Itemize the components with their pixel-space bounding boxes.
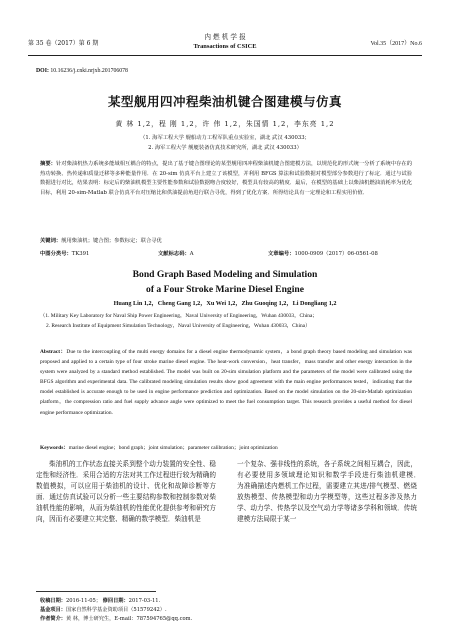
- running-header-right: Vol.35（2017）No.6: [370, 41, 422, 47]
- abstract-en-text: Due to the intercoupling of the multi energy domains for a diesel engine thermodynamic system，a bond graph theory based modeling and simulation was proposed and applied to a certain type of four stroke marine diesel engine. The heat-work conversion，heat transfer，mass transfer and other energy interaction in the system were analyzed by a standard method established. The model was built on 20-sim simulation platform and the parameters of the model were calibrated using the BFGS algorithm and experimental data. The calibrated modeling simulation results show good agreement with the main engine performances tested，indicating that the model established is accurate enough to be used in engine performance prediction and optimization. Based on the model simulation on the 20-sim-Matlab optimization platform，the compression ratio and fuel supply advance angle were optimized to meet the fuel consumption target. This research provides a useful method for diesel engine performance optimization.: [40, 349, 413, 416]
- journal-name-cn: 内 燃 机 学 报: [204, 33, 246, 41]
- received-date: 2016-11-05；: [65, 598, 102, 604]
- affiliation-cn-1: （1. 海军工程大学 舰船动力工程军队重点实验室，湖北 武汉 430033；: [140, 135, 310, 141]
- revised-date: 2017-03-11.: [128, 598, 161, 604]
- running-header-left: 第 35 卷（2017）第 6 期: [28, 40, 99, 47]
- paper-title-en: [0, 268, 450, 297]
- article-no-value: 1000-0909（2017）06-0561-08: [294, 251, 378, 257]
- author-list-cn: 黄 林 1,2，程 刚 1,2，许 伟 1,2，朱国情 1,2，李东亮 1,2: [115, 120, 335, 128]
- doc-code-label: 文献标志码：: [158, 251, 190, 257]
- paper-title-en-line-2: of a Four Stroke Marine Diesel Engine: [146, 283, 304, 295]
- keywords-en: [40, 443, 412, 451]
- footnote-dates: [40, 597, 160, 606]
- keywords-en-text: marine diesel engine；bond graph；joint simulation；parameter calibration；joint optimization: [68, 445, 278, 451]
- footnote-author: [40, 615, 192, 624]
- fund-label: 基金项目：: [40, 607, 66, 613]
- abstract-cn-text: 针对柴油机热力系统多能域相互耦合的特点，提出了基于键合图理论的某型舰用四冲程柴油机键合图建模方法，以规范化的形式统一分析了系统中存在的热功转换、热传递和质量迁移等多种能量作用．在 20-sim 仿真平台上建立了该模型，并利用 BFGS 算法和试验数据对模型部分参数进行了标定．通过与试验数据进行对比，结果表明：标定后的柴油机模型主要性能参数和试验数据吻合度较好，模型具有较高的精度．最后，在模型的基础上以柴油机燃油消耗率为优化目标，利用 20-sim-Matlab 联合仿真平台对压缩比和供油提前角进行联合寻优，得到了优化方案．所得结论具有一定理论和工程实用价值．: [40, 161, 412, 196]
- clc-label: 中图分类号：: [40, 251, 72, 257]
- body-column-left: 柴油机的工作状态直接关系到整个动力装置的安全性、稳定性和经济性．采用合适的方法对其工作过程进行较为精确的数值模拟，可以应用于柴油机的设计、优化和故障诊断等方面．通过仿真试验可以分析一些主要结构参数和控制参数对柴油机性能的影响，从而为柴油机的性能优化提供参考和研究方向，因而有必要建立其完整、精确的数学模型．柴油机是: [36, 460, 216, 524]
- author-bio-text: 黄 林，博士研究生，E-mail：787594765@qq.com.: [65, 616, 193, 622]
- fund-text: 国家自然科学基金资助项目（51579242）.: [65, 607, 167, 613]
- article-no-label: 文章编号：: [268, 251, 295, 257]
- journal-name-en: Transactions of CSICE: [193, 43, 257, 50]
- abstract-en: [40, 347, 412, 418]
- body-column-right: 一个复杂、强非线性的系统，各子系统之间相互耦合，因此，有必要使用多领域理论知识和数学手段进行柴油机建模． 为准确描述内燃机工作过程，需要建立其进/排气模型、燃烧放热模型、传热模型和动力学模型等，这些过程多涉及热力学、动力学、传热学以及空气动力学等诸多学科和领域．传统建模方法局限于某一: [237, 460, 431, 524]
- revised-label: 修回日期：: [102, 598, 129, 604]
- paper-title-en-line-1: Bond Graph Based Modeling and Simulation: [132, 269, 318, 280]
- author-list-en: Huang Lin 1,2，Cheng Gang 1,2，Xu Wei 1,2，Zhu Guoqing 1,2，Li Dongliang 1,2: [113, 300, 337, 307]
- affiliation-cn-2: 2. 海军工程大学 舰艇装备仿真技术研究所，湖北 武汉 430033）: [148, 145, 302, 151]
- keywords-en-label: Keywords：: [40, 445, 69, 451]
- keywords-cn-label: 关键词：: [40, 238, 62, 244]
- doi-value: 10.16236/j.cnki.nrjxb.201706078: [50, 68, 128, 74]
- affiliation-en-1: （1. Military Key Laboratory for Naval Ship Power Engineering，Naval University of Engineering，Wuhan 430033，China；: [40, 313, 318, 319]
- affiliation-en-2: 2. Research Institute of Equipment Simulation Technology，Naval University of Engineering，Wuhan 430033，China）: [46, 323, 311, 329]
- footnote-rule: [36, 591, 156, 592]
- abstract-cn: [40, 160, 412, 198]
- keywords-cn: [40, 237, 412, 247]
- keywords-cn-text: 舰用柴油机；键合图；参数标定；联合寻优: [61, 238, 162, 244]
- classification-row: [40, 249, 412, 257]
- header-rule: [28, 55, 422, 56]
- doi-line: [36, 68, 128, 74]
- doc-code-field: [158, 249, 268, 257]
- clc-field: [40, 249, 158, 257]
- doi-label: DOI:: [36, 68, 49, 74]
- abstract-cn-label: 摘要：: [40, 161, 56, 167]
- received-label: 收稿日期：: [40, 598, 66, 604]
- paper-title-cn: 某型舰用四冲程柴油机键合图建模与仿真: [107, 94, 342, 109]
- footnote-fund: [40, 606, 167, 615]
- author-bio-label: 作者简介：: [40, 616, 66, 622]
- abstract-en-label: Abstract：: [40, 349, 67, 355]
- article-no-field: [268, 249, 378, 257]
- doc-code-value: A: [189, 251, 194, 257]
- clc-value: TK391: [71, 251, 90, 257]
